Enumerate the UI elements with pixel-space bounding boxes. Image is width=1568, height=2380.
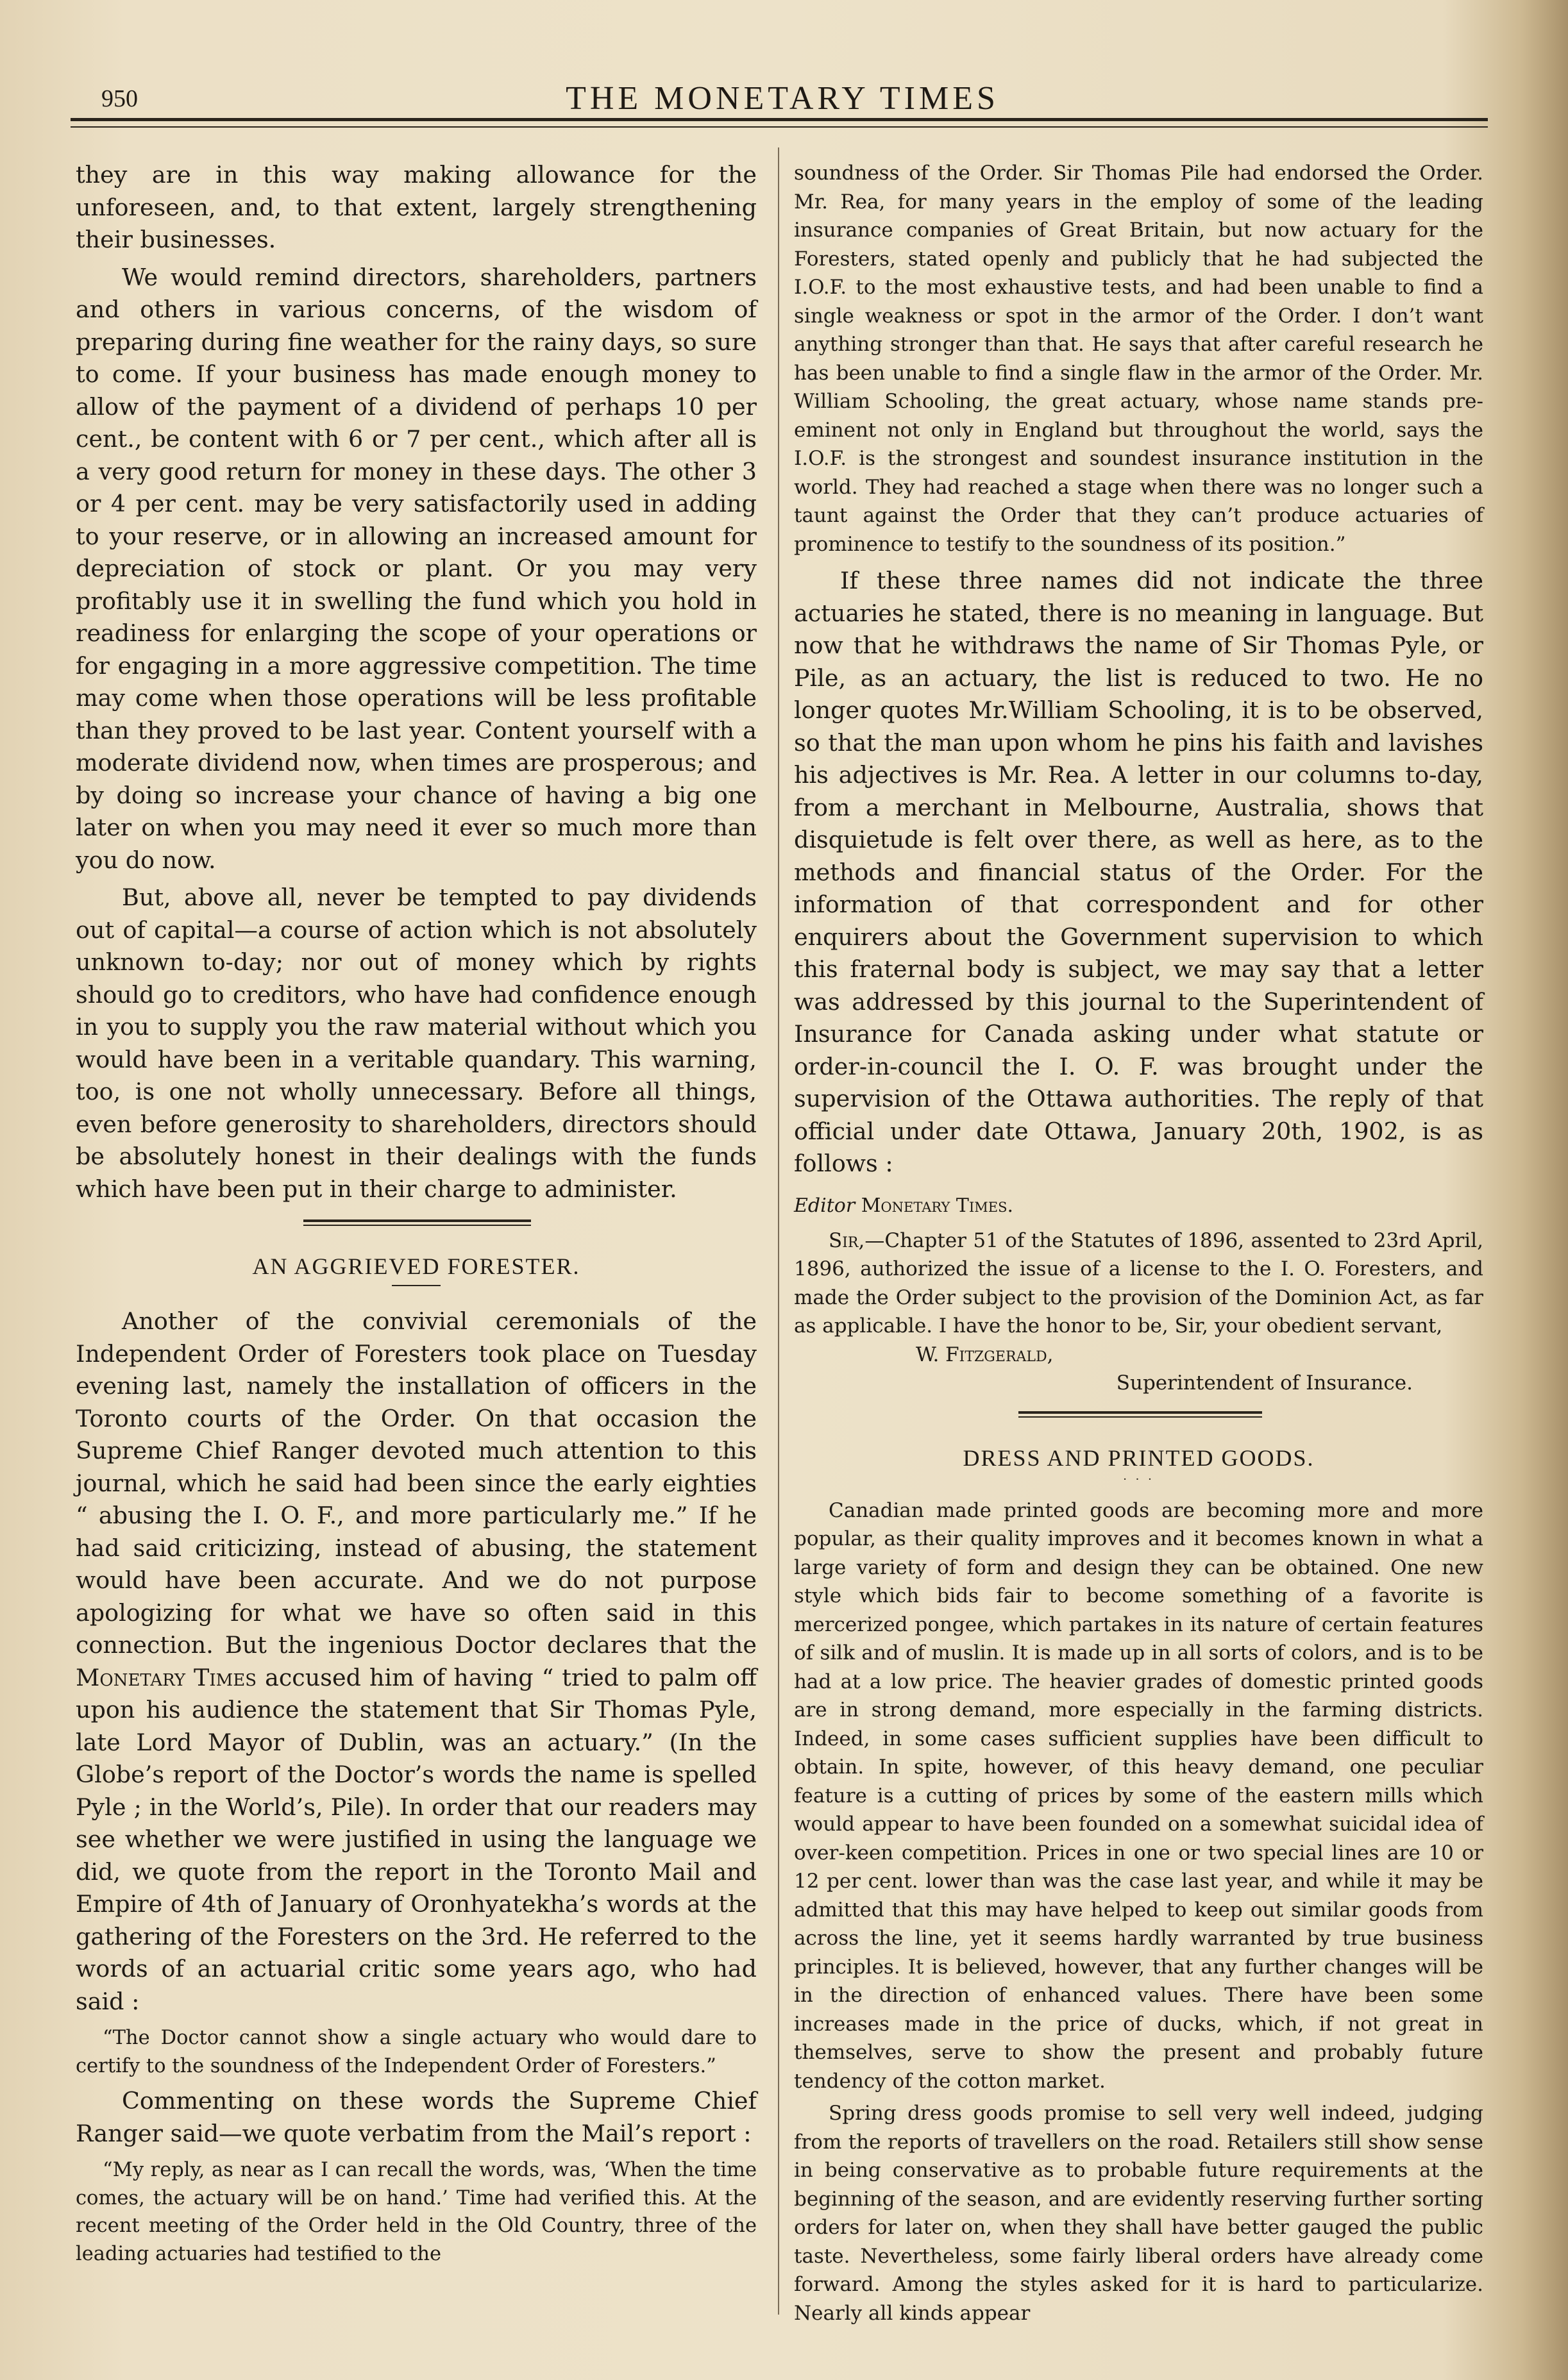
paragraph: Canadian made printed goods are becoming more and more popular, as their quality improves and it becomes known in what a large variety of form and design they can be obtained. One new style which bids fair to become something of a favorite is mercerized pongee, which partakes in its nature of certain features of silk and of muslin. It is made up in all sorts of colors, and is to be had at a low price. The heavier grades of domestic printed goods are in strong demand, more especially in the farming districts. Indeed, in some cases sufficient supplies have been difficult to obtain. In spite, however, of this heavy demand, one peculiar feature is a cutting of prices by some of the eastern mills which would appear to have been founded on a somewhat suicidal idea of over-keen competition. Prices in one or two special lines are 10 or 12 per cent. lower than was the case last year, and while it may be admitted that this may have helped to keep out similar goods from across the line, yet it seems hardly warranted by true business principles. It is believed, however, that any further changes will be in the direction of enhanced values. There have been some increases made in the price of ducks, which, if not great in themselves, serve to show the present and probably future tendency of the cotton market. (794, 1498, 1483, 2093)
block-quote: “My reply, as near as I can recall the words, was, ‘When the time comes, the actuary will be on hand.’ Time had verified this. At the recent meeting of the Order held in the Old Country, three of the leading actuaries had testified to the (76, 2159, 757, 2265)
page-number: 950 (101, 85, 138, 112)
paragraph: they are in this way making allowance for the unforeseen, and, to that extent, largely strengthening their businesses. (76, 161, 757, 253)
header-rule-thin (71, 126, 1488, 128)
heading-ornament: · · · (1123, 1472, 1154, 1486)
left-column (76, 159, 757, 2268)
paragraph (76, 1305, 757, 2018)
paragraph-text: accused him of having “ tried to palm off upon his audience the statement that Sir Thomas Pyle, late Lord Mayor of Dublin, was an actuary.” (In the Globe’s report of the Doctor’s words the name is spelled Pyle ; in the World’s, Pile). In order that our readers may see whether we were justified in using the language we did, we quote from the report in the Toronto Mail and Empire of 4th of January of Oronhyatekha’s words at the gathering of the Foresters on the 3rd. He referred to the words of an actuarial critic some years ago, who had said : (76, 1663, 757, 2015)
paragraph: If these three names did not indicate the three actuaries he stated, there is no meaning in language. But now that he withdraws the name of Sir Thomas Pyle, or Pile, as an actuary, the list is reduced to two. He no longer quotes Mr.William Schooling, it is to be observed, so that the man upon whom he pins his faith and lavishes his adjectives is Mr. Rea. A letter in our columns to-day, from a merchant in Melbourne, Australia, shows that disquietude is felt over there, as well as here, as to the methods and financial status of the Order. For the information of that correspondent and for other enquirers about the Government supervision to which this fraternal body is subject, we may say that a letter was addressed by this journal to the Superintendent of Insurance for Canada asking under what statute or order-in-council the I. O. F. was brought under the supervision of the Ottawa authorities. The reply of that official under date Ottawa, January 20th, 1902, is as follows : (794, 567, 1483, 1177)
paragraph: Spring dress goods promise to sell very well indeed, judging from the reports of travellers on the road. Retailers still show sense in being conservative as to probable future requirements at the beginning of the season, and are evidently reserving further sorting orders for later on, when they shall have better gauged the public taste. Nevertheless, some fairly liberal orders have already come forward. Among the styles asked for it is hard to particularize. Nearly all kinds appear (794, 2102, 1483, 2325)
addressee-prefix: Editor (794, 1194, 856, 1217)
letter-addressee (794, 1192, 1483, 1220)
section-divider (794, 1397, 1483, 1438)
paragraph-text: Another of the convivial ceremonials of the Independent Order of Foresters took place on Tuesday evening last, namely the installation of officers in the Toronto courts of the Order. On that occasion the Supreme Chief Ranger devoted much attention to this journal, which he said had been since the early eighties “ abusing the I. O. F., and more particularly me.” If he had said criticizing, instead of abusing, the statement would have been accurate. And we do not purpose apologizing for what we have so often said in this connection. But the ingenious Doctor declares that the (76, 1307, 757, 1659)
block-quote: “The Doctor cannot show a single actuary who would dare to certify to the soundness of the Independent Order of Foresters.” (76, 2027, 757, 2077)
heading-rule (392, 1285, 441, 1286)
article-heading: DRESS AND PRINTED GOODS. (963, 1445, 1315, 1471)
masthead-title: THE MONETARY TIMES (566, 80, 999, 117)
article-heading: AN AGGRIEVED FORESTER. (252, 1253, 580, 1279)
letter-salutation: Sir, (829, 1228, 865, 1252)
column-divider (778, 147, 779, 2315)
publication-name: Monetary Times (76, 1663, 257, 1691)
paragraph: But, above all, never be tempted to pay dividends out of capital—a course of action which is not absolutely unknown to-day; nor out of money which by rights should go to creditors, who have had confidence enough in you to supply you the raw material without which you would have been in a veritable quandary. This warning, too, is one not wholly unnecessary. Before all things, even before generosity to shareholders, directors should be absolutely honest in their dealings with the funds which have been put in their charge to administer. (76, 884, 757, 1203)
header-rule-thick (71, 118, 1488, 121)
letter-body (794, 1227, 1483, 1341)
page-header (83, 76, 1481, 117)
paragraph: We would remind directors, shareholders, partners and others in various concerns, of the wisdom of preparing during fine weather for the rainy days, so sure to come. If your business has made enough money to allow of the payment of a dividend of perhaps 10 per cent., be content with 6 or 7 per cent., which after all is a very good return for money in these days. The other 3 or 4 per cent. may be very satisfactorily used in adding to your reserve, or in allowing an increased amount for depreciation of stock or plant. Or you may very profitably use it in swelling the fund which you hold in readiness for enlarging the scope of your operations or for engaging in a more aggressive competition. The time may come when those operations will be less profitable than they proved to be last year. Content yourself with a moderate dividend now, when times are prosperous; and by doing so increase your chance of having a big one later on when you may need it ever so much more than you do now. (76, 263, 757, 874)
signature-title: Superintendent of Insurance. (1116, 1371, 1413, 1395)
signature-name: W. Fitzgerald, (916, 1343, 1054, 1366)
letter-signature (794, 1341, 1483, 1397)
block-quote: soundness of the Order. Sir Thomas Pile had endorsed the Order. Mr. Rea, for many years in the employ of some of the leading insurance companies of Great Britain, but now actuary for the Foresters, stated openly and publicly that he had subjected the I.O.F. to the most exhaustive tests, and had been unable to find a single weakness or spot in the armor of the Order. I don’t want anything stronger than that. He says that after careful research he has been unable to find a single flaw in the armor of the Order. Mr. William Schooling, the great actuary, whose name stands pre-eminent not only in England but throughout the world, says the I.O.F. is the strongest and soundest insurance institution in the world. They had reached a stage when there was no longer such a taunt against the Order that they can’t produce actuaries of prominence to testify to the soundness of its position.” (794, 162, 1483, 556)
letter-text: —Chapter 51 of the Statutes of 1896, assented to 23rd April, 1896, authorized the issue of a license to the I. O. Foresters, and made the Order subject to the provision of the Dominion Act, as far as applicable. I have the honor to be, Sir, your obedient servant, (794, 1228, 1483, 1337)
right-column (794, 159, 1483, 2327)
section-divider (76, 1205, 757, 1246)
paragraph: Commenting on these words the Supreme Chief Ranger said—we quote verbatim from the Mail’s report : (76, 2087, 757, 2147)
addressee-name: Monetary Times. (861, 1194, 1013, 1217)
